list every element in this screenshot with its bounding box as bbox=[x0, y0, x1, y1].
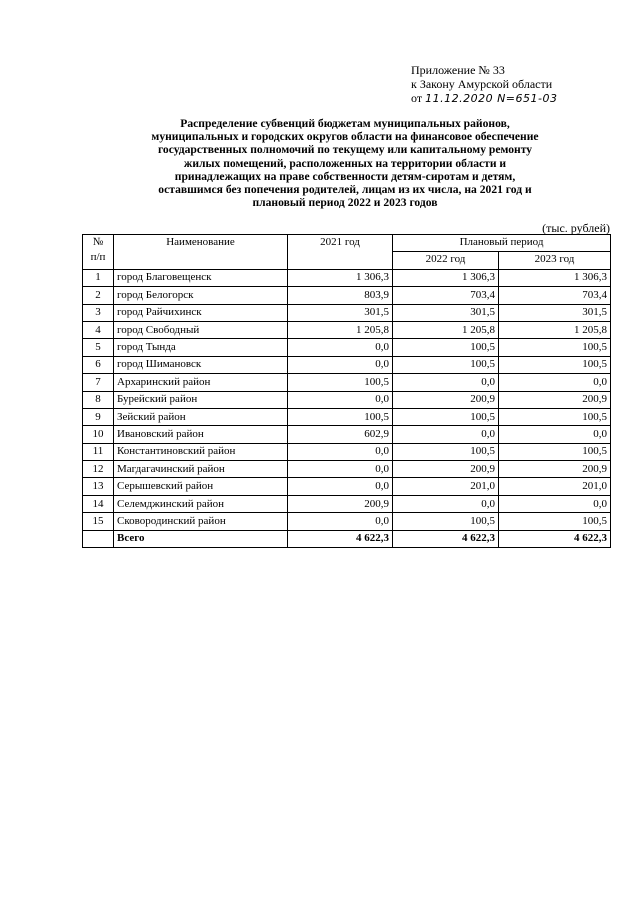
row-value-2021: 1 306,3 bbox=[288, 269, 393, 286]
row-value-2021: 803,9 bbox=[288, 287, 393, 304]
row-value-2022: 200,9 bbox=[393, 391, 499, 408]
title-line: государственных полномочий по текущему или капитальному ремонту bbox=[157, 143, 533, 157]
table-row bbox=[83, 461, 611, 478]
table-row bbox=[83, 426, 611, 443]
row-number: 5 bbox=[83, 339, 114, 356]
row-value-2021: 200,9 bbox=[288, 495, 393, 512]
row-name: Ивановский район bbox=[114, 426, 288, 443]
appendix-law: к Закону Амурской области bbox=[411, 77, 553, 91]
row-name: Бурейский район bbox=[114, 391, 288, 408]
table-row bbox=[83, 304, 611, 321]
row-value-2023: 301,5 bbox=[499, 304, 611, 321]
header-number-abbr: п/п bbox=[90, 251, 106, 263]
row-value-2021: 0,0 bbox=[288, 391, 393, 408]
row-name: Магдагачинский район bbox=[114, 461, 288, 478]
title-line: принадлежащих на праве собственности детям-сиротам и детям, bbox=[174, 169, 516, 183]
row-value-2023: 201,0 bbox=[499, 478, 611, 495]
row-number: 7 bbox=[83, 374, 114, 391]
row-number: 8 bbox=[83, 391, 114, 408]
row-number: 6 bbox=[83, 356, 114, 373]
row-value-2023: 100,5 bbox=[499, 443, 611, 460]
row-name: Сковородинский район bbox=[114, 513, 288, 530]
row-value-2021: 0,0 bbox=[288, 513, 393, 530]
row-value-2022: 100,5 bbox=[393, 408, 499, 425]
table-row bbox=[83, 321, 611, 338]
header-number bbox=[83, 235, 114, 270]
row-value-2022: 100,5 bbox=[393, 513, 499, 530]
total-value-2022: 4 622,3 bbox=[393, 530, 499, 547]
appendix-date-line bbox=[411, 91, 611, 106]
title-line: жилых помещений, расположенных на территории области и bbox=[183, 156, 507, 170]
table-body bbox=[83, 269, 611, 547]
table-row bbox=[83, 513, 611, 530]
total-value-2021: 4 622,3 bbox=[288, 530, 393, 547]
row-value-2023: 100,5 bbox=[499, 339, 611, 356]
row-number: 15 bbox=[83, 513, 114, 530]
row-value-2021: 0,0 bbox=[288, 443, 393, 460]
row-value-2022: 301,5 bbox=[393, 304, 499, 321]
row-value-2022: 100,5 bbox=[393, 356, 499, 373]
row-value-2023: 200,9 bbox=[499, 391, 611, 408]
row-number: 9 bbox=[83, 408, 114, 425]
row-value-2022: 0,0 bbox=[393, 426, 499, 443]
row-value-2021: 301,5 bbox=[288, 304, 393, 321]
row-value-2022: 1 205,8 bbox=[393, 321, 499, 338]
total-value-2023: 4 622,3 bbox=[499, 530, 611, 547]
title-line: Распределение субвенций бюджетам муниципальных районов, bbox=[180, 117, 510, 130]
row-name: город Шимановск bbox=[114, 356, 288, 373]
row-value-2021: 0,0 bbox=[288, 356, 393, 373]
row-number: 11 bbox=[83, 443, 114, 460]
title-line: плановый период 2022 и 2023 годов bbox=[252, 196, 438, 210]
row-name: город Тында bbox=[114, 339, 288, 356]
table-row bbox=[83, 443, 611, 460]
row-name: Зейский район bbox=[114, 408, 288, 425]
row-number: 14 bbox=[83, 495, 114, 512]
row-name: Селемджинский район bbox=[114, 495, 288, 512]
row-value-2022: 0,0 bbox=[393, 495, 499, 512]
row-number: 2 bbox=[83, 287, 114, 304]
header-2023: 2023 год bbox=[499, 252, 611, 269]
table-row bbox=[83, 478, 611, 495]
row-value-2023: 0,0 bbox=[499, 426, 611, 443]
row-value-2023: 100,5 bbox=[499, 513, 611, 530]
row-value-2023: 1 306,3 bbox=[499, 269, 611, 286]
row-name: Константиновский район bbox=[114, 443, 288, 460]
table-row bbox=[83, 374, 611, 391]
row-value-2021: 602,9 bbox=[288, 426, 393, 443]
units-label: (тыс. рублей) bbox=[542, 221, 610, 235]
header-2022: 2022 год bbox=[393, 252, 499, 269]
row-value-2021: 0,0 bbox=[288, 478, 393, 495]
header-planned-period: Плановый период bbox=[393, 235, 611, 252]
appendix-date-prefix: от bbox=[411, 91, 426, 105]
row-value-2022: 1 306,3 bbox=[393, 269, 499, 286]
row-value-2021: 100,5 bbox=[288, 408, 393, 425]
row-value-2023: 0,0 bbox=[499, 495, 611, 512]
table-row bbox=[83, 339, 611, 356]
row-value-2023: 100,5 bbox=[499, 356, 611, 373]
row-value-2021: 1 205,8 bbox=[288, 321, 393, 338]
total-label: Всего bbox=[114, 530, 288, 547]
row-number: 12 bbox=[83, 461, 114, 478]
row-number: 13 bbox=[83, 478, 114, 495]
table-row bbox=[83, 391, 611, 408]
row-value-2023: 703,4 bbox=[499, 287, 611, 304]
row-value-2022: 100,5 bbox=[393, 443, 499, 460]
header-number-sign: № bbox=[92, 236, 104, 248]
header-name: Наименование bbox=[114, 235, 288, 270]
header-2021: 2021 год bbox=[288, 235, 393, 270]
row-value-2021: 100,5 bbox=[288, 374, 393, 391]
table-row bbox=[83, 408, 611, 425]
title-line: оставшимся без попечения родителей, лицам из их числа, на 2021 год и bbox=[158, 183, 532, 197]
document-title bbox=[80, 117, 610, 209]
handwritten-date-number: 11.12.2020 N=651-03 bbox=[425, 92, 558, 105]
row-value-2023: 200,9 bbox=[499, 461, 611, 478]
row-number: 3 bbox=[83, 304, 114, 321]
row-name: город Белогорск bbox=[114, 287, 288, 304]
row-number: 4 bbox=[83, 321, 114, 338]
appendix-number: Приложение № 33 bbox=[411, 63, 505, 77]
row-number: 1 bbox=[83, 269, 114, 286]
table-row bbox=[83, 495, 611, 512]
title-line: муниципальных и городских округов области на финансовое обеспечение bbox=[151, 130, 539, 144]
row-value-2023: 100,5 bbox=[499, 408, 611, 425]
row-value-2022: 0,0 bbox=[393, 374, 499, 391]
row-value-2022: 100,5 bbox=[393, 339, 499, 356]
table-row bbox=[83, 356, 611, 373]
row-value-2023: 1 205,8 bbox=[499, 321, 611, 338]
total-number bbox=[83, 530, 114, 547]
subvention-table bbox=[82, 234, 611, 548]
total-row bbox=[83, 530, 611, 547]
row-name: Серышевский район bbox=[114, 478, 288, 495]
row-number: 10 bbox=[83, 426, 114, 443]
appendix-note bbox=[411, 63, 611, 106]
table-row bbox=[83, 269, 611, 286]
row-value-2022: 200,9 bbox=[393, 461, 499, 478]
table-row bbox=[83, 287, 611, 304]
row-name: город Райчихинск bbox=[114, 304, 288, 321]
row-value-2021: 0,0 bbox=[288, 339, 393, 356]
table-header-row bbox=[83, 235, 611, 252]
row-value-2023: 0,0 bbox=[499, 374, 611, 391]
row-name: город Свободный bbox=[114, 321, 288, 338]
row-name: Архаринский район bbox=[114, 374, 288, 391]
row-name: город Благовещенск bbox=[114, 269, 288, 286]
row-value-2022: 703,4 bbox=[393, 287, 499, 304]
row-value-2021: 0,0 bbox=[288, 461, 393, 478]
row-value-2022: 201,0 bbox=[393, 478, 499, 495]
